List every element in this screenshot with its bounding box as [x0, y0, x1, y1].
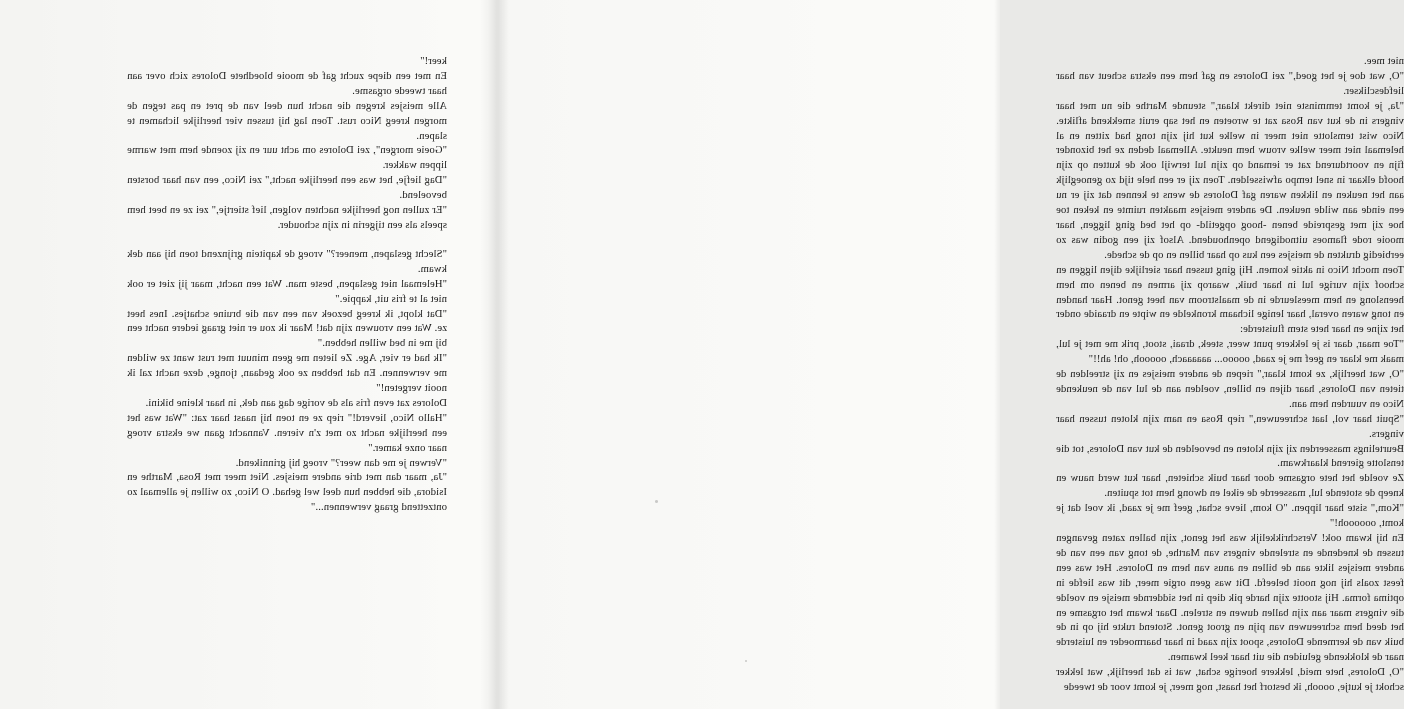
paragraph: "Spuit haar vol, laat schreeuwen," riep Rosa en nam zijn kloten tussen haar vingers. [1056, 413, 1404, 440]
paragraph: "O, wat heerlijk, ze komt klaar," riepen de andere meisjes en zij streelden de tieten van Dolores, haar dijen en billen, voelden aan de lul van de neukende Nico en vuurden hem aan. [1056, 369, 1404, 410]
paragraph: "Toe maar, daar is je lekkere punt weer, steek, draai, stoot, prik me met je lul, maak me klaar en geef me je zaad, ooooo... aaaaaach, oooooh, oh! ah!!" [1056, 339, 1404, 366]
left-page-text [127, 55, 447, 516]
paper-speck [655, 500, 658, 503]
paragraph: Toen mocht Nico in aktie komen. Hij ging tussen haar sierlijke dijen liggen en schoof zijn vurige lul in haar buik, waarop zij armen en benen om hem heenslong en hem meesleurde in de maalstroom van heet genot. Haar handen en tong waren overal, haar lenige lichaam kronkelde en wipte en draaide onder het zijne en haar hete stem fluisterde: [1056, 264, 1404, 336]
left-page [0, 0, 494, 709]
paper-speck [745, 660, 747, 662]
paragraph: "O, wat doe je het goed," zei Dolores en gaf hem een ekstra scheut van haar liefdesclikser. [1056, 70, 1404, 97]
paragraph: "Goeie morgen", zei Dolores om acht uur en zij zoende hem met warme lippen wakker. [127, 145, 447, 172]
right-page-text [1056, 55, 1404, 696]
paragraph: niet mee. [1363, 56, 1404, 67]
paragraph: keer!" [420, 56, 447, 67]
paragraph: Ze voelde het hete orgasme door haar buik schieten, haar kut werd nauw en kneep de stotende lul, masseerde de eikel en dwong hem tot spuiten. [1056, 473, 1404, 500]
paragraph: "Kom," siste haar lippen. "O kom, lieve schat, geef me je zaad, ik voel dat je komt, ooooooh!" [1056, 503, 1404, 530]
paragraph: Dolores zat even fris als de vorige dag aan dek, in haar kleine bikini. [145, 397, 447, 409]
paragraph: "O, Dolores, hete meid, lekkere hoerige schat, wat is dat heerlijk, wat lekker schokt je kutje, ooooh, ik bestorf het haast, nog meer, je komt voor de tweede [1056, 667, 1404, 694]
paragraph: "Hallo Nico, lieverd!" riep ze en toen hij naast haar zat: "Wat was het een heerlijke nacht zo met z'n vieren. Vannacht gaan we ekstra vroeg naar onze kamer." [127, 412, 447, 454]
paragraph: "Ik had er vier, Age. Ze lieten me geen minuut met rust want ze wilden me verwennen. En dat hebben ze ook gedaan, tjonge, deze nacht zal ik nooit vergeten!" [127, 353, 447, 395]
paragraph: En hij kwam ook! Verschrikkelijk was het genot, zijn ballen zaten gevangen tussen de knedende en strelende vingers van Marthe, de tong van een van de andere meisjes likte aan de billen en anus van hem en Dolores. Het was een feest zoals hij nog nooit beleefd. Dit was geen orgie meer, dit was liefde in optima forma. Hij stootte zijn harde pik diep in het siddernde meisje en voelde die vingers maar aan zijn ballen duwen en strelen. Daar kwam het orgasme en het deed hem schreeuwen van pijn en groot genot. Stotend rukte hij op in de buik van de kermende Dolores, spoot zijn zaad in haar baarmoeder en luisterde naar de klokkende geluiden die uit haar keel kwamen. [1056, 533, 1404, 664]
paragraph: Beurtelings masseerden zij zijn kloten en bevoelden de kut van Dolores, tot die tenslotte gierend klaarkwam. [1056, 443, 1404, 470]
paragraph: "Helemaal niet geslapen, beste man. Wat een nacht, maar jij ziet er ook niet al te fris uit, kappie." [127, 278, 447, 305]
paragraph: "Verwen je me dan weer?" vroeg hij grinnikend. [235, 457, 447, 469]
right-page [506, 0, 1404, 709]
paragraph: "Er zullen nog heerlijke nachten volgen, lief stiertje," zei ze en beet hem speels als een tijgerin in zijn schouder. [127, 205, 447, 231]
paragraph: "Ja, maar dan met drie andere meisjes. Niet meer met Rosa, Marthe en Isidora, die hebben hun deel wel gehad. O Nico, zo willen je allemaal zo ontzettend graag verwennen..." [127, 472, 447, 514]
paragraph: "Dat klopt, ik kreeg bezoek van een van die bruine schatjes. Ines heet ze. Wat een vrouwen zijn dat! Maar ik zou er niet graag iedere nacht een bij me in bed willen hebben." [127, 308, 447, 350]
paragraph: "Ja, je komt temminste niet direkt klaar," steunde Marthe die nu met haar vingers in de kut van Rosa zat te wroeten en het sap eruit smekkend aflikte. Nico wist temslotte niet meer in welke kut hij zijn tong had zitten en al helemaal niet meer welke vrouw hem neukte. Allemaal deden ze het bizonder fijn en voortdurend zat er iemand op zijn lul terwijl ook de kutten op zijn hoofd elkaar in snel tempo afwisselden. Toen zij er een hele tijd zo genoeglijk aan het neuken en likken waren gaf Dolores de wens te kennen dat zij er nu een einde aan wilde neuken. De andere meisjes maakten ruimte en keken toe hoe zij met gespreide benen -hoog opgetild- op het bed ging liggen, haar mooie rode flamoes uitnodigend openhoudend. Alsof zij een godin was zo eerbiedig drukten de meisjes een kus op haar billen en op de schede. [1056, 100, 1404, 261]
paragraph: Alle meisjes kregen die nacht hun deel van de pret en pas tegen de morgen kreeg Nico rust. Toen lag hij tussen vier heerlijke lichamen te slapen. [127, 100, 447, 142]
paragraph: "Dag liefje, het was een heerlijke nacht," zei Nico, een van haar borsten bevoelend. [127, 175, 447, 202]
paragraph: En met een diepe zucht gaf de mooie bloedhete Dolores zich over aan haar tweede orgasme. [127, 70, 447, 97]
paragraph: "Slecht geslapen, meneer?" vroeg de kapitein grijnzend toen hij aan dek kwam. [127, 248, 447, 275]
